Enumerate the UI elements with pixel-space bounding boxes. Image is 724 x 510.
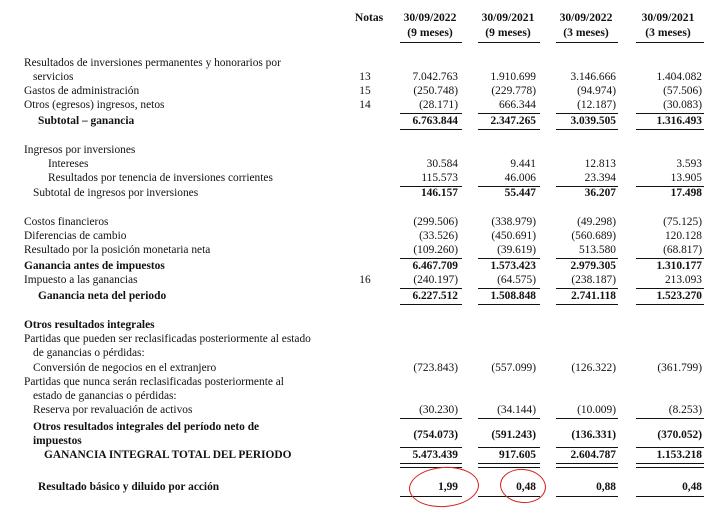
row-note: 14: [359, 99, 371, 111]
table-row: [0, 229, 724, 243]
rule-15b-3: [556, 304, 618, 305]
table-row: [0, 243, 724, 257]
row-value: 1.508.848: [490, 290, 536, 302]
row-value: (299.506): [413, 216, 458, 228]
table-row: [0, 84, 724, 98]
row-label: estado de ganancias o pérdidas:: [33, 390, 177, 402]
table-row: [0, 143, 724, 157]
row-value: 513.580: [578, 244, 616, 256]
row-label: Resultados por tenencia de inversiones corrientes: [48, 172, 273, 184]
table-row: [0, 215, 724, 229]
subtotal-under-2: [478, 129, 540, 130]
row-value: (591.243): [491, 429, 536, 441]
row-value: 36.207: [584, 187, 616, 199]
row-value: 1.910.699: [490, 71, 536, 83]
row-value: 6.467.709: [412, 260, 458, 272]
eps-rule-4: [636, 496, 704, 497]
row-value: 917.605: [498, 449, 536, 461]
row-value: 30.584: [426, 158, 458, 170]
subtotal-under-4: [636, 129, 704, 130]
table-row: [0, 429, 724, 448]
row-value: (250.748): [413, 85, 458, 97]
subtotal-under-3: [556, 129, 618, 130]
red-circle-annotation-2: [498, 467, 547, 506]
row-value: 1.316.493: [656, 115, 702, 127]
row-value: 1.310.177: [656, 260, 702, 272]
row-label: Subtotal – ganancia: [38, 115, 135, 127]
row-value: 1.573.423: [490, 260, 536, 272]
row-value: (34.144): [497, 404, 536, 416]
row-value: (8.253): [668, 404, 702, 416]
header-col4-date: 30/09/2021: [641, 11, 695, 24]
row-value: (361.799): [657, 362, 702, 374]
header-col3: [552, 10, 620, 40]
row-label: Partidas que pueden ser reclasificadas posteriormente al estado: [24, 333, 311, 345]
row-value: (49.298): [577, 216, 616, 228]
table-row: [0, 332, 724, 346]
row-value: (64.575): [497, 274, 536, 286]
rule-15b-2: [478, 304, 540, 305]
rule-22-1: [400, 418, 462, 419]
rule-22-2: [478, 418, 540, 419]
row-value: 2.347.265: [490, 115, 536, 127]
row-value: 13.905: [670, 172, 702, 184]
table-row: [0, 448, 724, 462]
row-value: 666.344: [498, 99, 536, 111]
row-value: 1.153.218: [656, 449, 702, 461]
row-value: (126.322): [571, 362, 616, 374]
double-rule-4: [636, 463, 704, 468]
row-value: 5.473.439: [412, 449, 458, 461]
table-row: [0, 289, 724, 303]
row-value: 2.604.787: [570, 449, 616, 461]
header-col2-date: 30/09/2021: [481, 11, 535, 24]
row-label: Otros resultados integrales: [24, 319, 155, 331]
header-underline-1: [400, 42, 462, 43]
row-value: 0,88: [596, 481, 616, 493]
row-value: (94.974): [577, 85, 616, 97]
row-note: 16: [359, 274, 371, 286]
row-label: de ganancias o pérdidas:: [33, 347, 145, 359]
row-value: 0,48: [516, 481, 536, 493]
header-underline-2: [478, 42, 540, 43]
row-value: (229.778): [491, 85, 536, 97]
subtotal-under-1: [400, 129, 462, 130]
row-label: Conversión de negocios en el extranjero: [33, 362, 217, 374]
row-value: (109.260): [413, 244, 458, 256]
row-label: GANANCIA INTEGRAL TOTAL DEL PERIODO: [44, 449, 292, 461]
table-row: [0, 480, 724, 494]
row-value: 3.039.505: [570, 115, 616, 127]
row-label: Ganancia neta del periodo: [38, 290, 167, 302]
row-value: (136.331): [571, 429, 616, 441]
row-value: (12.187): [577, 99, 616, 111]
row-value: 3.593: [676, 158, 702, 170]
row-value: 12.813: [584, 158, 616, 170]
header-col1: [396, 10, 464, 40]
row-value: (10.009): [577, 404, 616, 416]
row-label: Resultados de inversiones permanentes y honorarios por: [24, 57, 281, 69]
table-row: [0, 403, 724, 417]
row-value: (30.083): [663, 99, 702, 111]
row-label: Impuesto a las ganancias: [24, 274, 138, 286]
row-label: impuestos: [33, 435, 82, 447]
row-value: (39.619): [497, 244, 536, 256]
table-row: [0, 98, 724, 112]
row-value: 1.523.270: [656, 290, 702, 302]
header-notas: Notas: [354, 11, 384, 24]
table-row: [0, 56, 724, 70]
table-row: [0, 389, 724, 403]
row-value: (238.187): [571, 274, 616, 286]
row-label: Resultado básico y diluido por acción: [38, 481, 220, 493]
row-value: 213.093: [664, 274, 702, 286]
header-col3-period: (3 meses): [563, 26, 609, 39]
row-value: (75.125): [663, 216, 702, 228]
table-row: [0, 361, 724, 375]
row-value: 46.006: [504, 172, 536, 184]
row-value: 6.227.512: [412, 290, 458, 302]
table-row: [0, 259, 724, 273]
row-value: (723.843): [413, 362, 458, 374]
row-value: 2.979.305: [570, 260, 616, 272]
header-col2: [474, 10, 542, 40]
row-value: (28.171): [419, 99, 458, 111]
table-row: [0, 157, 724, 171]
row-value: 3.146.666: [570, 71, 616, 83]
row-value: (57.506): [663, 85, 702, 97]
row-value: (754.073): [413, 429, 458, 441]
header-underline-4: [636, 42, 704, 43]
row-value: (240.197): [413, 274, 458, 286]
row-value: (338.979): [491, 216, 536, 228]
header-col4-period: (3 meses): [645, 26, 691, 39]
row-value: (33.526): [419, 230, 458, 242]
header-underline-3: [556, 42, 618, 43]
rule-15b-1: [400, 304, 462, 305]
row-label: Ganancia antes de impuestos: [24, 260, 165, 272]
row-value: 1,99: [438, 481, 458, 493]
row-label: servicios: [33, 71, 74, 83]
row-value: 146.157: [420, 187, 458, 199]
table-row: [0, 346, 724, 360]
row-value: (557.099): [491, 362, 536, 374]
row-value: (450.691): [491, 230, 536, 242]
header-col4: [632, 10, 704, 40]
row-note: 13: [359, 71, 371, 83]
row-label: Resultado por la posición monetaria neta: [24, 244, 211, 256]
header-col1-period: (9 meses): [407, 26, 453, 39]
row-label: Intereses: [48, 158, 89, 170]
rule-22-3: [556, 418, 618, 419]
table-row: [0, 273, 724, 287]
table-row: [0, 171, 724, 185]
double-rule-3: [556, 463, 618, 468]
table-row: [0, 375, 724, 389]
header-col3-date: 30/09/2022: [559, 11, 613, 24]
row-value: 23.394: [584, 172, 616, 184]
row-value: 55.447: [504, 187, 536, 199]
row-label: Reserva por revaluación de activos: [33, 404, 193, 416]
eps-rule-3: [556, 496, 618, 497]
row-value: 0,48: [682, 481, 702, 493]
rule-22-4: [636, 418, 704, 419]
row-label: Otros resultados integrales del período neto de: [33, 421, 260, 433]
row-value: 1.404.082: [656, 71, 702, 83]
row-value: 115.573: [421, 172, 458, 184]
row-value: (68.817): [663, 244, 702, 256]
row-label: Gastos de administración: [24, 85, 140, 97]
header-col2-period: (9 meses): [485, 26, 531, 39]
table-row: [0, 70, 724, 84]
row-label: Subtotal de ingresos por inversiones: [33, 187, 199, 199]
row-value: 7.042.763: [412, 71, 458, 83]
row-note: 15: [359, 85, 371, 97]
row-value: 2.741.118: [571, 290, 616, 302]
row-label: Partidas que nunca serán reclasificadas posteriormente al: [24, 376, 284, 388]
row-value: (370.052): [657, 429, 702, 441]
row-value: 17.498: [670, 187, 702, 199]
row-label: Otros (egresos) ingresos, netos: [24, 99, 165, 111]
row-label: Ingresos por inversiones: [24, 144, 136, 156]
rule-15b-4: [636, 304, 704, 305]
row-value: 120.128: [664, 230, 702, 242]
double-rule-2: [478, 463, 540, 468]
table-row: [0, 318, 724, 332]
red-circle-annotation-1: [408, 465, 481, 510]
row-value: (30.230): [419, 404, 458, 416]
table-row: [0, 186, 724, 200]
row-value: 9.441: [510, 158, 536, 170]
row-label: Diferencias de cambio: [24, 230, 127, 242]
row-value: (560.689): [571, 230, 616, 242]
row-value: 6.763.844: [412, 115, 458, 127]
header-col1-date: 30/09/2022: [403, 11, 457, 24]
table-row: [0, 114, 724, 128]
row-label: Costos financieros: [24, 216, 109, 228]
